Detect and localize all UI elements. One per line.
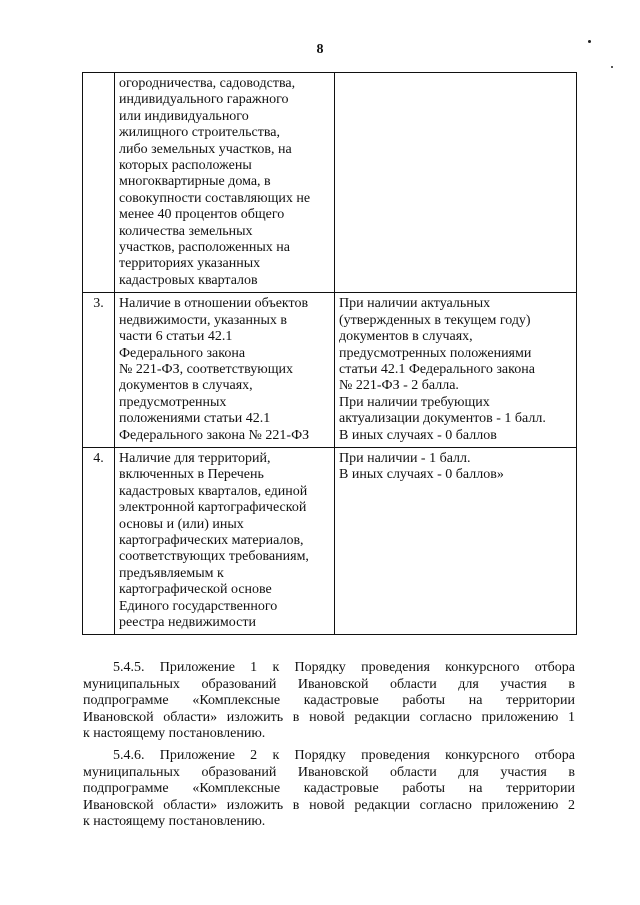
cell-text-line: или индивидуального bbox=[119, 108, 249, 124]
cell-text-line: актуализации документов - 1 балл. bbox=[339, 411, 546, 427]
cell-text-line: положениями статьи 42.1 bbox=[119, 411, 271, 427]
paragraph-line: подпрограмме «Комплексные кадастровые работы на территории bbox=[83, 693, 575, 709]
row-number: 4. bbox=[83, 447, 115, 634]
cell-text-line: При наличии актуальных bbox=[339, 296, 491, 312]
table-row bbox=[83, 447, 577, 634]
paragraph-line: к настоящему постановлению. bbox=[83, 814, 266, 830]
paragraph-line: подпрограмме «Комплексные кадастровые работы на территории bbox=[83, 781, 575, 797]
cell-text-line: включенных в Перечень bbox=[119, 467, 264, 483]
paragraph-line: муниципальных образований Ивановской области для участия в bbox=[83, 676, 575, 692]
cell-text-line: совокупности составляющих не bbox=[119, 190, 311, 206]
cell-text-line: № 221-ФЗ, соответствующих bbox=[119, 361, 293, 377]
cell-text-line: реестра недвижимости bbox=[119, 615, 256, 630]
cell-text-line: участков, расположенных на bbox=[119, 240, 290, 256]
table-row bbox=[83, 73, 577, 293]
cell-text-line: документов в случаях, bbox=[339, 329, 473, 345]
cell-text-line: жилищного строительства, bbox=[119, 125, 280, 141]
cell-text-line: менее 40 процентов общего bbox=[119, 207, 285, 223]
row-number: 3. bbox=[83, 293, 115, 448]
scan-speck bbox=[611, 66, 613, 68]
cell-text-line: Федерального закона bbox=[119, 345, 246, 361]
scan-speck bbox=[588, 40, 591, 43]
cell-text-line: которых расположены bbox=[119, 158, 252, 174]
cell-text-line: кадастровых кварталов bbox=[119, 272, 258, 288]
criterion-cell bbox=[115, 293, 335, 448]
paragraph-5-4-5 bbox=[83, 660, 575, 743]
cell-text-line: документов в случаях, bbox=[119, 378, 253, 394]
score-cell bbox=[335, 447, 577, 634]
cell-text-line: количества земельных bbox=[119, 223, 253, 239]
cell-text-line: соответствующих требованиям, bbox=[119, 549, 309, 565]
cell-text-line: При наличии требующих bbox=[339, 394, 490, 410]
criterion-cell bbox=[115, 447, 335, 634]
cell-text-line: либо земельных участков, на bbox=[119, 141, 292, 157]
cell-text-line: (утвержденных в текущем году) bbox=[339, 312, 531, 328]
paragraph-line: Ивановской области» изложить в новой редакции согласно приложению 2 bbox=[83, 797, 575, 813]
page-number: 8 bbox=[316, 42, 324, 57]
score-cell bbox=[335, 73, 577, 293]
cell-text-line: картографической основе bbox=[119, 582, 272, 598]
cell-text-line: Наличие в отношении объектов bbox=[119, 296, 309, 312]
paragraph-5-4-6 bbox=[83, 748, 575, 831]
cell-text-line: части 6 статьи 42.1 bbox=[119, 329, 233, 345]
cell-text-line: № 221-ФЗ - 2 балла. bbox=[339, 378, 459, 394]
score-cell bbox=[335, 293, 577, 448]
cell-text-line: статьи 42.1 Федерального закона bbox=[339, 361, 535, 377]
cell-text-line: недвижимости, указанных в bbox=[119, 312, 287, 328]
criteria-table bbox=[82, 72, 577, 635]
paragraph-line: к настоящему постановлению. bbox=[83, 726, 266, 742]
cell-text-line: электронной картографической bbox=[119, 500, 307, 516]
cell-text-line: Федерального закона № 221-ФЗ bbox=[119, 427, 310, 443]
paragraph-line: 5.4.6. Приложение 2 к Порядку проведения конкурсного отбора bbox=[113, 747, 575, 763]
cell-text-line: предусмотренных bbox=[119, 394, 227, 410]
table-row bbox=[83, 293, 577, 448]
cell-text-line: В иных случаях - 0 баллов» bbox=[339, 467, 504, 483]
paragraph-line: муниципальных образований Ивановской области для участия в bbox=[83, 764, 575, 780]
cell-text-line: картографических материалов, bbox=[119, 532, 304, 548]
cell-text-line: огородничества, садоводства, bbox=[119, 76, 296, 91]
paragraph-line: 5.4.5. Приложение 1 к Порядку проведения конкурсного отбора bbox=[113, 660, 575, 675]
cell-text-line: предъявляемым к bbox=[119, 565, 224, 581]
cell-text-line: многоквартирные дома, в bbox=[119, 174, 271, 190]
cell-text-line: Наличие для территорий, bbox=[119, 450, 271, 466]
cell-text-line: кадастровых кварталов, единой bbox=[119, 483, 308, 499]
cell-text-line: индивидуального гаражного bbox=[119, 92, 289, 108]
cell-text-line: В иных случаях - 0 баллов bbox=[339, 427, 497, 443]
paragraph-line: Ивановской области» изложить в новой редакции согласно приложению 1 bbox=[83, 709, 575, 725]
cell-text-line: основы и (или) иных bbox=[119, 516, 244, 532]
cell-text-line: территориях указанных bbox=[119, 256, 261, 272]
body-text bbox=[83, 660, 575, 836]
cell-text-line: Единого государственного bbox=[119, 598, 278, 614]
row-number bbox=[83, 73, 115, 293]
cell-text-line: предусмотренных положениями bbox=[339, 345, 532, 361]
criterion-cell bbox=[115, 73, 335, 293]
cell-text-line: При наличии - 1 балл. bbox=[339, 450, 471, 466]
